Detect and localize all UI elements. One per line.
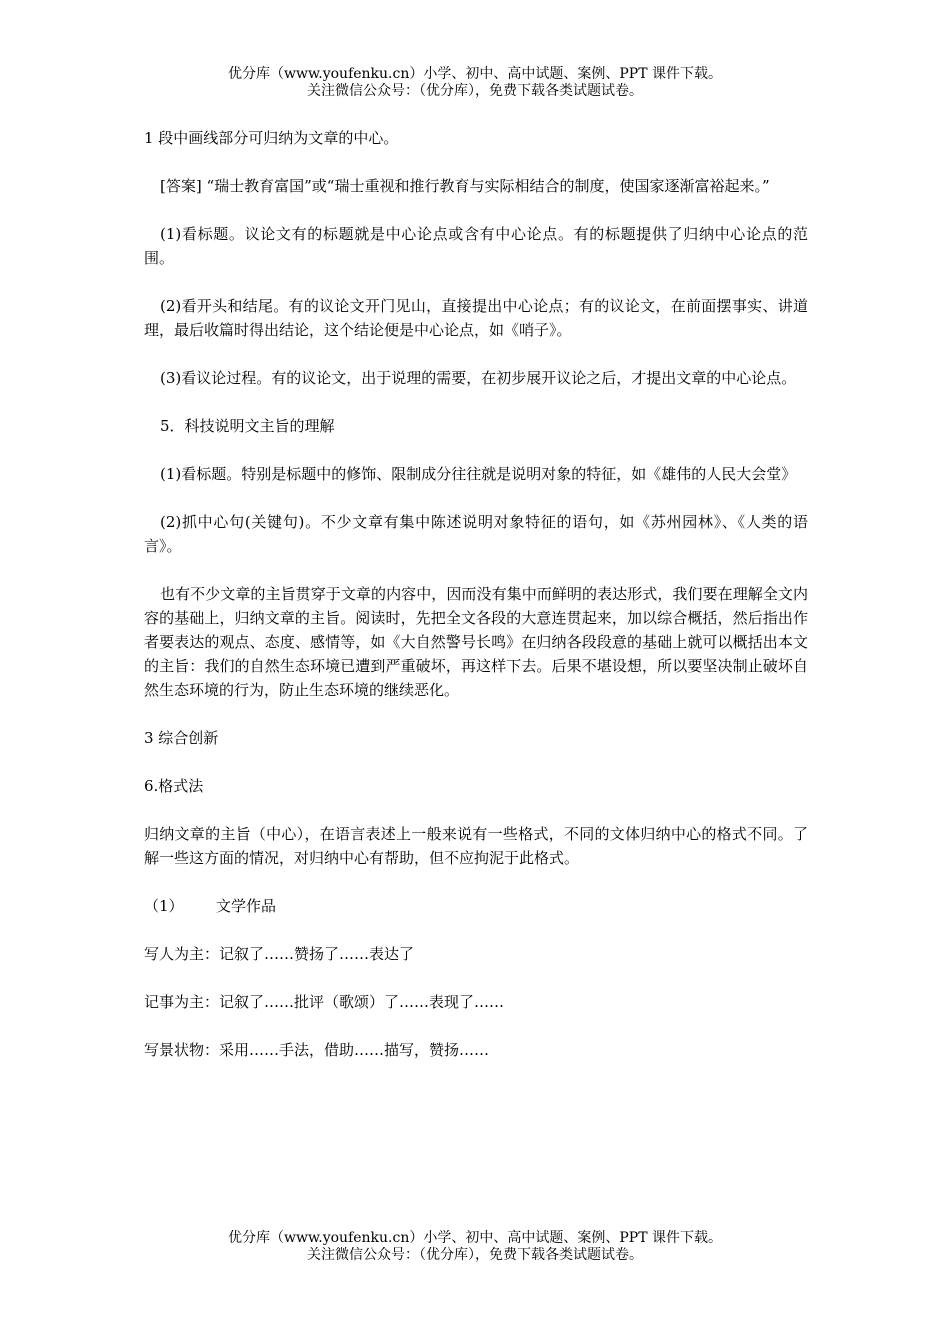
paragraph-tip-opening-ending: (2)看开头和结尾。有的议论文开门见山，直接提出中心论点；有的议论文，在前面摆事实、讲道理，最后收篇时得出结论，这个结论便是中心论点，如《哨子》。 xyxy=(144,297,808,339)
paragraph-theme-throughout: 也有不少文章的主旨贯穿于文章的内容中，因而没有集中而鲜明的表达形式，我们要在理解全文内容的基础上，归纳文章的主旨。阅读时，先把全文各段的大意连贯起来，加以综合概括，然后指出作者要表达的观点、态度、感情等，如《大自然警号长鸣》在归纳各段段意的基础上就可以概括出本文的主旨：我们的自然生态环境已遭到严重破坏，再这样下去。后果不堪设想，所以要坚决制止破坏自然生态环境的行为，防止生态环境的继续恶化。 xyxy=(144,585,808,699)
footer-line-2: 关注微信公众号：（优分库），免费下载各类试题试卷。 xyxy=(307,1247,643,1263)
paragraph-answer: [答案] “瑞士教育富国”或“瑞士重视和推行教育与实际相结合的制度，使国家逐渐富裕起来。” xyxy=(160,177,770,195)
section-heading-science-exposition: 5．科技说明文主旨的理解 xyxy=(160,417,335,435)
paragraph-tip-title: (1)看标题。议论文有的标题就是中心论点或含有中心论点。有的标题提供了归纳中心论点的范围。 xyxy=(144,225,808,267)
footer-line-1: 优分库（www.youfenku.cn）小学、初中、高中试题、案例、PPT 课件下载。 xyxy=(227,1230,722,1246)
genre-name: 文学作品 xyxy=(216,897,277,915)
paragraph-tip-argument-process: (3)看议论过程。有的议论文，出于说理的需要，在初步展开议论之后，才提出文章的中心论点。 xyxy=(160,369,797,387)
paragraph-exposition-key-sentence: (2)抓中心句(关键句)。不少文章有集中陈述说明对象特征的语句，如《苏州园林》、《人类的语言》。 xyxy=(144,513,808,555)
paragraph-exposition-title: (1)看标题。特别是标题中的修饰、限制成分往往就是说明对象的特征，如《雄伟的人民大会堂》 xyxy=(160,465,797,483)
header-line-2: 关注微信公众号：（优分库），免费下载各类试题试卷。 xyxy=(307,83,643,99)
section-heading-comprehensive: 3 综合创新 xyxy=(144,729,219,747)
document-body xyxy=(144,126,808,1086)
page-footer xyxy=(0,1230,950,1264)
section-heading-format-method: 6.格式法 xyxy=(144,777,204,795)
genre-heading xyxy=(144,894,808,918)
paragraph-center-summary: 1 段中画线部分可归纳为文章的中心。 xyxy=(144,129,399,147)
page-header xyxy=(0,66,950,100)
header-line-1: 优分库（www.youfenku.cn）小学、初中、高中试题、案例、PPT 课件下载。 xyxy=(227,66,722,82)
template-people: 写人为主：记叙了……赞扬了……表达了 xyxy=(144,945,415,963)
genre-number: （1） xyxy=(144,897,184,915)
paragraph-format-method: 归纳文章的主旨（中心），在语言表述上一般来说有一些格式，不同的文体归纳中心的格式不同。了解一些这方面的情况，对归纳中心有帮助，但不应拘泥于此格式。 xyxy=(144,825,808,867)
template-events: 记事为主：记叙了……批评（歌颂）了……表现了…… xyxy=(144,993,505,1011)
template-scenery: 写景状物：采用……手法，借助……描写，赞扬…… xyxy=(144,1041,490,1059)
